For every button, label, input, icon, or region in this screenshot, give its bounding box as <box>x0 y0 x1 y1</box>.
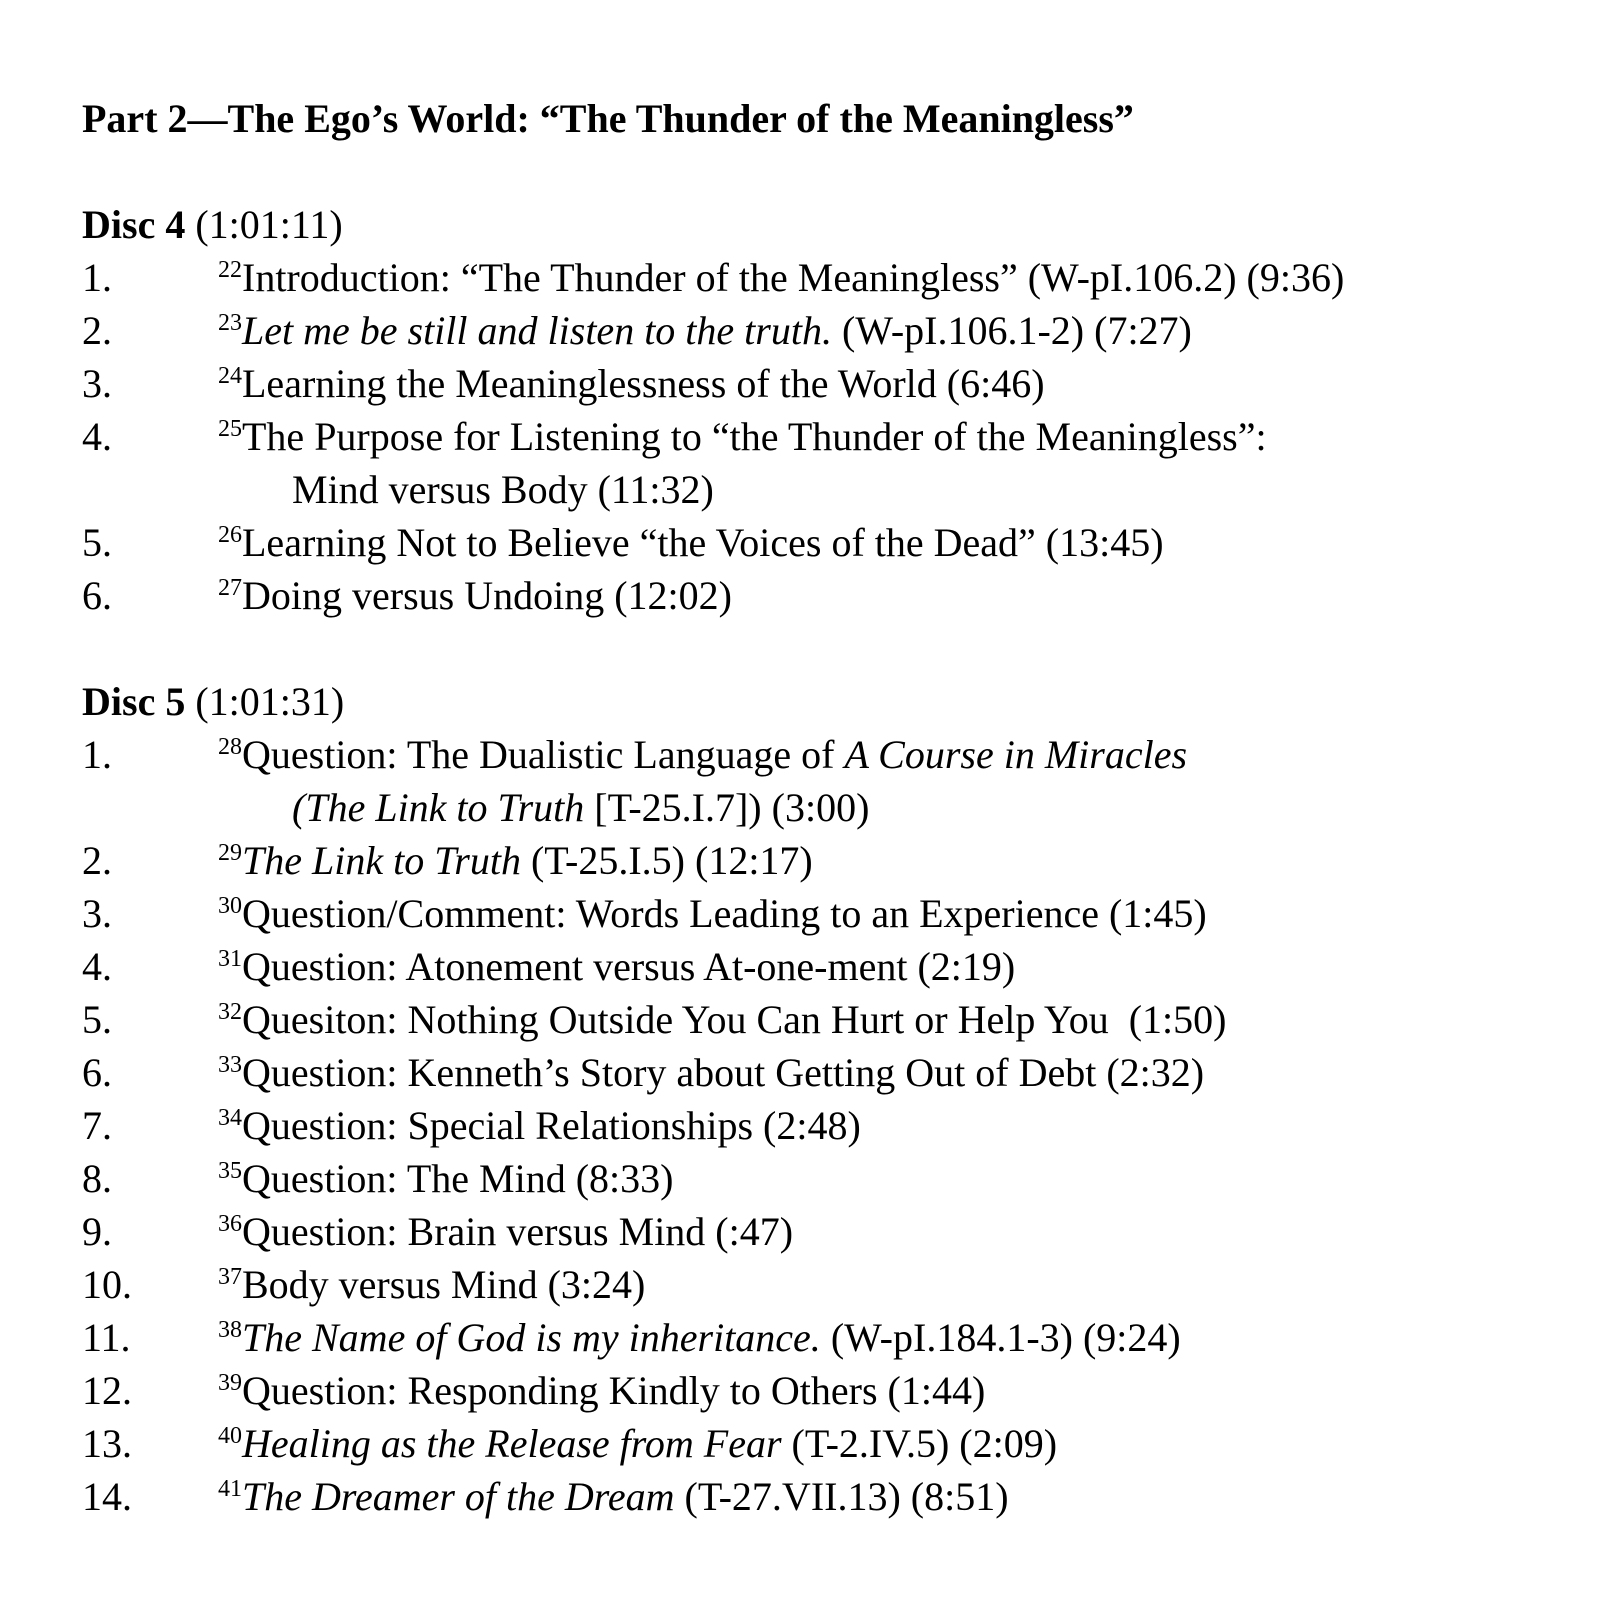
track-title-segment: Question: Responding Kindly to Others (1:44) <box>242 1368 986 1413</box>
track-number: 11. <box>82 1315 131 1360</box>
track-title-segment: Question: Kenneth’s Story about Getting Out of Debt (2:32) <box>242 1050 1205 1095</box>
disc-section <box>82 675 1560 1523</box>
track-row <box>82 1417 1560 1470</box>
track-title-segment: (W-pI.184.1-3) (9:24) <box>820 1315 1181 1360</box>
track-number: 12. <box>82 1368 132 1413</box>
track-number: 3. <box>82 891 112 936</box>
track-number: 6. <box>82 573 112 618</box>
disc-list <box>82 198 1560 1523</box>
track-number: 5. <box>82 997 112 1042</box>
track-number: 7. <box>82 1103 112 1148</box>
track-number: 1. <box>82 255 112 300</box>
track-title-line <box>218 1311 1560 1364</box>
track-title-line <box>218 1470 1560 1523</box>
track-title-segment: Question: Atonement versus At-one-ment (2:19) <box>242 944 1016 989</box>
disc-heading <box>82 198 1560 251</box>
track-supnumber: 27 <box>218 575 242 601</box>
track-body <box>218 993 1560 1046</box>
track-row <box>82 1099 1560 1152</box>
track-row <box>82 304 1560 357</box>
track-row <box>82 1046 1560 1099</box>
track-supnumber: 32 <box>218 999 242 1025</box>
track-title-segment: [T-25.I.7]) (3:00) <box>594 785 870 830</box>
track-supnumber: 35 <box>218 1158 242 1184</box>
track-row <box>82 834 1560 887</box>
track-row <box>82 516 1560 569</box>
track-body <box>218 728 1560 834</box>
track-title-segment: The Link to Truth <box>242 838 521 883</box>
track-number: 3. <box>82 361 112 406</box>
disc-label: Disc 5 <box>82 679 186 724</box>
track-supnumber: 31 <box>218 946 242 972</box>
track-title-segment: Question: The Mind (8:33) <box>242 1156 674 1201</box>
track-number: 1. <box>82 732 112 777</box>
disc-duration: (1:01:11) <box>195 202 343 247</box>
track-title-line <box>218 357 1560 410</box>
track-row <box>82 993 1560 1046</box>
track-number: 8. <box>82 1156 112 1201</box>
track-supnumber: 28 <box>218 734 242 760</box>
track-title-segment: Body versus Mind (3:24) <box>242 1262 646 1307</box>
track-number: 2. <box>82 838 112 883</box>
track-body <box>218 410 1560 516</box>
track-title-segment: Question: Special Relationships (2:48) <box>242 1103 861 1148</box>
track-supnumber: 24 <box>218 363 242 389</box>
track-title-segment: (The Link to Truth <box>292 785 595 830</box>
track-body <box>218 516 1560 569</box>
track-supnumber: 30 <box>218 893 242 919</box>
track-row <box>82 1152 1560 1205</box>
track-supnumber: 41 <box>218 1476 242 1502</box>
track-title-line <box>218 1364 1560 1417</box>
track-title-segment: Introduction: “The Thunder of the Meaningless” (W-pI.106.2) (9:36) <box>242 255 1345 300</box>
track-title-line <box>218 1152 1560 1205</box>
track-row <box>82 887 1560 940</box>
track-number: 14. <box>82 1474 132 1519</box>
track-title-line <box>218 1046 1560 1099</box>
track-supnumber: 40 <box>218 1423 242 1449</box>
track-row <box>82 410 1560 516</box>
track-title-segment: Quesiton: Nothing Outside You Can Hurt or Help You (1:50) <box>242 997 1227 1042</box>
track-number: 5. <box>82 520 112 565</box>
track-title-continuation <box>292 781 1560 834</box>
track-title-segment: Learning Not to Believe “the Voices of the Dead” (13:45) <box>242 520 1164 565</box>
track-number: 13. <box>82 1421 132 1466</box>
track-number: 6. <box>82 1050 112 1095</box>
track-row <box>82 1364 1560 1417</box>
track-body <box>218 887 1560 940</box>
track-body <box>218 357 1560 410</box>
track-title-segment: (T-2.IV.5) (2:09) <box>781 1421 1058 1466</box>
track-supnumber: 33 <box>218 1052 242 1078</box>
track-supnumber: 22 <box>218 257 242 283</box>
track-title-segment: Mind versus Body (11:32) <box>292 467 714 512</box>
track-row <box>82 1258 1560 1311</box>
track-supnumber: 37 <box>218 1264 242 1290</box>
track-title-segment: Healing as the Release from Fear <box>242 1421 782 1466</box>
track-title-line <box>218 410 1560 463</box>
track-supnumber: 29 <box>218 840 242 866</box>
track-row <box>82 357 1560 410</box>
track-title-segment: Question: The Dualistic Language of <box>242 732 845 777</box>
disc-label: Disc 4 <box>82 202 186 247</box>
track-supnumber: 34 <box>218 1105 242 1131</box>
track-title-segment: (W-pI.106.1-2) (7:27) <box>831 308 1192 353</box>
track-body <box>218 1417 1560 1470</box>
track-body <box>218 1046 1560 1099</box>
track-number: 9. <box>82 1209 112 1254</box>
track-row <box>82 251 1560 304</box>
track-body <box>218 1364 1560 1417</box>
track-row <box>82 1470 1560 1523</box>
track-row <box>82 1311 1560 1364</box>
track-body <box>218 1311 1560 1364</box>
track-body <box>218 1258 1560 1311</box>
track-body <box>218 940 1560 993</box>
track-number: 4. <box>82 944 112 989</box>
track-body <box>218 251 1560 304</box>
track-body <box>218 1470 1560 1523</box>
track-title-segment: The Dreamer of the Dream <box>242 1474 675 1519</box>
track-title-line <box>218 304 1560 357</box>
disc-section <box>82 198 1560 622</box>
track-body <box>218 304 1560 357</box>
track-title-line <box>218 1205 1560 1258</box>
track-body <box>218 1205 1560 1258</box>
track-title-line <box>218 993 1560 1046</box>
track-title-segment: Doing versus Undoing (12:02) <box>242 573 732 618</box>
track-title-line <box>218 940 1560 993</box>
track-body <box>218 1152 1560 1205</box>
track-row <box>82 940 1560 993</box>
track-title-line <box>218 516 1560 569</box>
track-supnumber: 25 <box>218 416 242 442</box>
track-number: 2. <box>82 308 112 353</box>
track-title-segment: Question/Comment: Words Leading to an Experience (1:45) <box>242 891 1207 936</box>
track-number: 10. <box>82 1262 132 1307</box>
track-title-line <box>218 887 1560 940</box>
track-supnumber: 36 <box>218 1211 242 1237</box>
track-title-segment: Let me be still and listen to the truth. <box>242 308 832 353</box>
track-title-line <box>218 1417 1560 1470</box>
track-title-segment: Learning the Meaninglessness of the World (6:46) <box>242 361 1045 406</box>
track-title-line <box>218 1099 1560 1152</box>
track-body <box>218 1099 1560 1152</box>
track-title-line <box>218 834 1560 887</box>
track-supnumber: 38 <box>218 1317 242 1343</box>
track-title-segment: The Name of God is my inheritance. <box>242 1315 821 1360</box>
track-title-segment: A Course in Miracles <box>844 732 1188 777</box>
track-title-line <box>218 569 1560 622</box>
track-title-line <box>218 1258 1560 1311</box>
track-title-line <box>218 728 1560 781</box>
track-title-segment: (T-27.VII.13) (8:51) <box>674 1474 1009 1519</box>
disc-heading <box>82 675 1560 728</box>
track-body <box>218 834 1560 887</box>
track-title-line <box>218 251 1560 304</box>
track-title-segment: (T-25.I.5) (12:17) <box>520 838 813 883</box>
track-number: 4. <box>82 414 112 459</box>
track-row <box>82 1205 1560 1258</box>
track-row <box>82 728 1560 834</box>
track-supnumber: 39 <box>218 1370 242 1396</box>
disc-duration: (1:01:31) <box>195 679 345 724</box>
track-row <box>82 569 1560 622</box>
track-title-segment: The Purpose for Listening to “the Thunder of the Meaningless”: <box>242 414 1267 459</box>
track-body <box>218 569 1560 622</box>
track-title-segment: Question: Brain versus Mind (:47) <box>242 1209 794 1254</box>
page-title: Part 2—The Ego’s World: “The Thunder of the Meaningless” <box>82 96 1134 141</box>
track-title-continuation <box>292 463 1560 516</box>
track-supnumber: 26 <box>218 522 242 548</box>
track-supnumber: 23 <box>218 310 242 336</box>
